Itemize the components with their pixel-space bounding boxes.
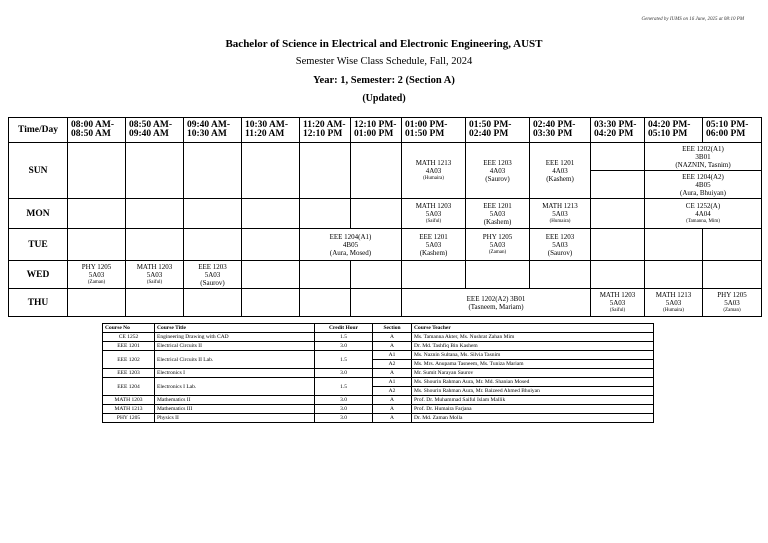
class-cell: EEE 1203 5A03 (Saurov) bbox=[530, 229, 591, 261]
course-title-header: Course Title bbox=[155, 324, 315, 333]
day-label: WED bbox=[9, 261, 68, 289]
day-label: THU bbox=[9, 289, 68, 317]
class-cell: EEE 1203 4A03 (Saurov) bbox=[466, 143, 530, 199]
course-header-row bbox=[103, 324, 654, 333]
day-row-tue bbox=[9, 229, 762, 261]
course-row: EEE 1203 Electronics I 3.0 A Mr. Sumit Narayan Saurov bbox=[103, 369, 654, 378]
lab-cell: CE 1252(A) 4A04 (Tamanna, Mim) bbox=[645, 199, 762, 229]
course-row: MATH 1203 Mathematics II 3.0 A Prof. Dr. Muhammad Saiful Islam Mallik bbox=[103, 396, 654, 405]
year-semester: Year: 1, Semester: 2 (Section A) bbox=[313, 75, 455, 86]
slot-header: 08:50 AM- 09:40 AM bbox=[126, 118, 184, 143]
class-cell: EEE 1201 5A03 (Kashem) bbox=[466, 199, 530, 229]
program-title: Bachelor of Science in Electrical and Electronic Engineering, AUST bbox=[225, 38, 543, 50]
course-row: EEE 1204 Electronics I Lab. 1.5 A1 Ms. Shourin Rahman Aura, Mr. Md. Shanian Mosed bbox=[103, 378, 654, 387]
class-cell: EEE 1201 4A03 (Kashem) bbox=[530, 143, 591, 199]
course-row: EEE 1202 Electrical Circuits II Lab. 1.5 A1 Ms. Naznin Sultana, Ms. Silvia Tasnim bbox=[103, 351, 654, 360]
lab-cell: EEE 1204(A1) 4B05 (Aura, Mosed) bbox=[300, 229, 402, 261]
slot-header: 12:10 PM- 01:00 PM bbox=[351, 118, 402, 143]
lab-cell: EEE 1202(A2) 3B01 (Tasneem, Mariam) bbox=[402, 289, 591, 317]
slot-header: 11:20 AM- 12:10 PM bbox=[300, 118, 351, 143]
day-row-mon bbox=[9, 199, 762, 229]
slot-header: 09:40 AM- 10:30 AM bbox=[184, 118, 242, 143]
course-row: MATH 1213 Mathematics III 3.0 A Prof. Dr. Humaira Farjana bbox=[103, 405, 654, 414]
slot-header-row bbox=[9, 118, 762, 143]
slot-header: 10:30 AM- 11:20 AM bbox=[242, 118, 300, 143]
slot-header: 01:00 PM- 01:50 PM bbox=[402, 118, 466, 143]
class-cell: MATH 1203 5A03 (Saiful) bbox=[402, 199, 466, 229]
class-schedule-table bbox=[8, 117, 762, 317]
course-row: PHY 1205 Physics II 3.0 A Dr. Md. Zaman Molla bbox=[103, 414, 654, 423]
updated-label: (Updated) bbox=[362, 93, 406, 104]
course-row: A2 Ms. Shourin Rahman Aura, Mr. Baizeed Ahmed Bhuiyan bbox=[103, 387, 654, 396]
course-teacher-header: Course Teacher bbox=[412, 324, 654, 333]
course-row: A2 Ms. Mrs. Anupama Tasneem, Ms. Tuniza Mariam bbox=[103, 360, 654, 369]
slot-header: 01:50 PM- 02:40 PM bbox=[466, 118, 530, 143]
course-list-table bbox=[102, 323, 654, 423]
slot-header: 05:10 PM- 06:00 PM bbox=[703, 118, 762, 143]
lab-cell: EEE 1204(A2) 4B05 (Aura, Bhuiyan) bbox=[645, 171, 762, 199]
class-cell: EEE 1201 5A03 (Kashem) bbox=[402, 229, 466, 261]
class-cell: PHY 1205 5A03 (Zaman) bbox=[68, 261, 126, 289]
day-row-wed bbox=[9, 261, 762, 289]
slot-header: 03:30 PM- 04:20 PM bbox=[591, 118, 645, 143]
class-cell: MATH 1213 4A03 (Humaira) bbox=[402, 143, 466, 199]
day-label: SUN bbox=[9, 143, 68, 199]
section-header: Section bbox=[373, 324, 412, 333]
generated-note: Generated by IUMS on 16 June, 2025 at 08:10 PM bbox=[641, 17, 744, 22]
credit-hour-header: Credit Hour bbox=[315, 324, 373, 333]
day-row-thu bbox=[9, 289, 762, 317]
course-row: EEE 1201 Electrical Circuits II 3.0 A Dr. Md. Tashfiq Bin Kashem bbox=[103, 342, 654, 351]
class-cell: MATH 1203 5A03 (Saiful) bbox=[591, 289, 645, 317]
slot-header: 02:40 PM- 03:30 PM bbox=[530, 118, 591, 143]
slot-header: 08:00 AM- 08:50 AM bbox=[68, 118, 126, 143]
class-cell: EEE 1203 5A03 (Saurov) bbox=[184, 261, 242, 289]
day-row-sun bbox=[9, 143, 762, 171]
class-cell: MATH 1213 5A03 (Humaira) bbox=[645, 289, 703, 317]
course-row: CE 1252 Engineering Drawing with CAD 1.5 A Ms. Tamanna Akter, Ms. Nushrat Zahan Mim bbox=[103, 333, 654, 342]
class-cell: PHY 1205 5A03 (Zaman) bbox=[703, 289, 762, 317]
class-cell: MATH 1213 5A03 (Humaira) bbox=[530, 199, 591, 229]
course-no-header: Course No bbox=[103, 324, 155, 333]
day-label: TUE bbox=[9, 229, 68, 261]
slot-header: 04:20 PM- 05:10 PM bbox=[645, 118, 703, 143]
day-label: MON bbox=[9, 199, 68, 229]
class-cell: PHY 1205 5A03 (Zaman) bbox=[466, 229, 530, 261]
class-cell: MATH 1203 5A03 (Saiful) bbox=[126, 261, 184, 289]
schedule-subtitle: Semester Wise Class Schedule, Fall, 2024 bbox=[295, 56, 473, 67]
corner-label: Time/Day bbox=[9, 118, 68, 143]
lab-cell: EEE 1202(A1) 3B01 (NAZNIN, Tasnim) bbox=[645, 143, 762, 171]
